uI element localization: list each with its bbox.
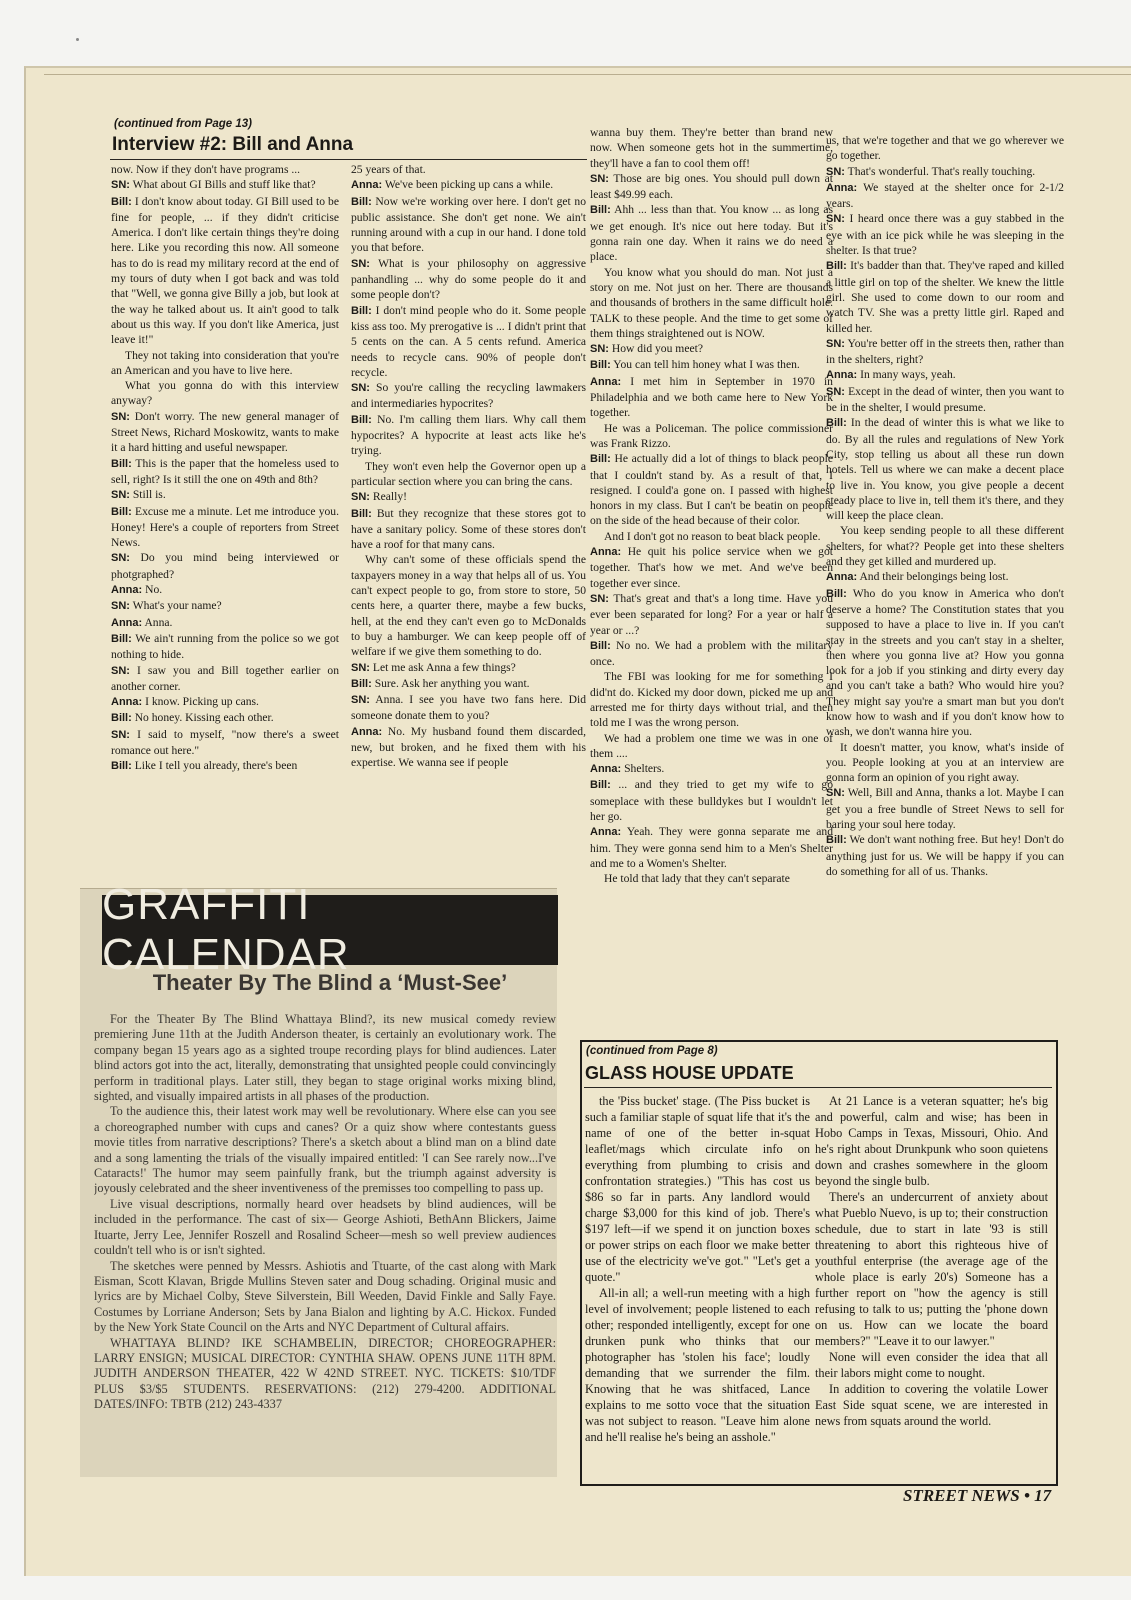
interview-text: No. <box>145 583 163 597</box>
speaker-label: Anna: <box>826 181 858 194</box>
interview-paragraph <box>826 832 1064 879</box>
glass-house-column-1 <box>585 1093 810 1477</box>
scan-speck <box>76 38 79 41</box>
speaker-label: Anna: <box>590 375 622 388</box>
interview-text: I don't know about today. GI Bill used to be fine for people, ... if they didn't criticise America. I don't like certain things they're doing here. Like you recording this now. All someone has to do is read my military record at the end of my tours of duty when I got back and was told that "Well, we gonna give Billy a job, but look at the way he talked about us. It ain't good to talk about us this way. If you don't like America, just leave it!" <box>111 194 339 347</box>
interview-text: This is the paper that the homeless used to sell, right? Is it still the one on 49th and 8th? <box>111 456 339 486</box>
speaker-label: SN: <box>351 491 370 504</box>
graffiti-calendar-banner: GRAFFITI CALENDAR <box>102 895 558 965</box>
speaker-label: Anna: <box>111 584 143 597</box>
interview-text: Shelters. <box>624 762 665 776</box>
graffiti-paragraph: To the audience this, their latest work may well be revolutionary. Where else can you see a choreographed number with cups and canes? Or a quiz show where contestants guess movie titles from narrative descriptions? There's a sketch about a blind man on a blind date and a song lamenting the trials of the visually impaired entitled: 'I can See rarely now...I've Cataracts!' The humor may seem painfully frank, but the triumph against adversity is joyously celebrated and the sheer inventiveness of the premisses too compelling to pass up. <box>94 1104 556 1196</box>
interview-text: Why can't some of these officials spend the taxpayers money in a way that helps all of us. You can't expect people to go, from store to store, 50 cents here, a quarter there, maybe a few bucks, hell, at the end they can't even go to McDonalds to buy a hamburger. We can keep people off of welfare if we give them something to do. <box>351 553 586 659</box>
interview-paragraph <box>590 761 833 777</box>
interview-text: Ahh ... less than that. You know ... as long as we get enough. It's nice out here today. But it's gonna rain one day. When it rains we do need a place. <box>590 203 833 264</box>
speaker-label: Bill: <box>351 507 372 520</box>
speaker-label: SN: <box>111 179 130 192</box>
speaker-label: Anna: <box>111 696 143 709</box>
speaker-label: SN: <box>590 592 609 605</box>
interview-text: wanna buy them. They're better than brand new now. When someone gets hot in the summertime, they'll have a fan to cool them off! <box>590 126 833 170</box>
footer-page-number: 17 <box>1034 1486 1052 1505</box>
interview-text: Who do you know in America who don't deserve a home? The Constitution states that you supposed to have a place to live in. If you can't stay in the streets and you can't stay in a shelter, then where you gonna live at? How you gonna look for a job if you stinking and dirty every day and you can't take a bath? Who would hire you? They might say you're a smart man but you don't know how to wash and if you don't know how to wash, we don't wanna hire you. <box>826 586 1064 739</box>
interview-paragraph <box>111 504 339 551</box>
interview-text: No no. We had a problem with the military once. <box>590 638 833 669</box>
interview-text: It's badder than that. They've raped and killed a little girl on top of the shelter. We knew the little girl. She used to come down to our room and watch TV. She was a pretty little girl. Raped and killed her. <box>826 259 1064 335</box>
speaker-label: Bill: <box>590 453 611 466</box>
interview-paragraph <box>826 586 1064 740</box>
speaker-label: Anna: <box>590 546 622 559</box>
speaker-label: Bill: <box>590 779 611 792</box>
interview-text: What's your name? <box>132 599 222 613</box>
interview-text: I saw you and Bill together earlier on another corner. <box>111 663 339 693</box>
interview-paragraph <box>826 336 1064 368</box>
graffiti-paragraph: WHATTAYA BLIND? IKE SCHAMBELIN, DIRECTOR; CHOREOGRAPHER: LARRY ENSIGN; MUSICAL DIRECTOR: CYNTHIA SHAW. OPENS JUNE 11TH 8PM. JUDITH ANDERSON THEATER, 422 W 42ND STREET. NYC. TICKETS: $10/TDF PLUS $3/$5 STUDENTS. RESERVATIONS: (212) 279-4200. ADDITIONAL DATES/INFO: TBTB (212) 243-4337 <box>94 1335 556 1412</box>
speaker-label: Bill: <box>351 195 372 208</box>
interview-text: Really! <box>372 490 407 504</box>
interview-paragraph <box>590 529 833 544</box>
interview-text: I don't mind people who do it. Some people kiss ass too. My prerogative is ... I didn't print that 5 cents on the can. A 5 cents refund. America needs to recycle cans. 90% of people don't recycle. <box>351 303 586 379</box>
interview-text: Anna. <box>144 615 173 629</box>
interview-paragraph <box>826 740 1064 786</box>
interview-paragraph <box>590 871 833 886</box>
interview-title-rule <box>110 159 587 160</box>
glass-house-paragraph: All-in all; a well-run meeting with a high level of involvement; people listened to each other; responded intelligently, except for one drunken punk who thinks that our photographer has 'stolen his face'; loudly demanding that we surrender the film. Knowing that he was shitfaced, Lance explains to me sotto voce that the situation was not subject to reason. "Leave him alone and he'll realise he's being an asshole." <box>585 1286 810 1444</box>
interview-text: Now we're working over here. I don't get no public assistance. She don't get none. We ain't running around with a cup in our hand. I done told you that before. <box>351 194 586 255</box>
speaker-label: Bill: <box>351 677 372 690</box>
interview-paragraph <box>111 550 339 582</box>
interview-text: No honey. Kissing each other. <box>134 711 274 725</box>
interview-text: And their belongings being lost. <box>859 570 1009 584</box>
interview-paragraph <box>111 456 339 488</box>
interview-paragraph <box>351 459 586 490</box>
interview-text: Those are big ones. You should pull down at least $49.99 each. <box>590 171 833 202</box>
speaker-label: SN: <box>111 489 130 502</box>
interview-column-1 <box>111 162 339 872</box>
interview-text: They won't even help the Governor open up a particular section where you can bring the cans. <box>351 459 586 488</box>
glass-house-title: GLASS HOUSE UPDATE <box>585 1063 794 1083</box>
footer-separator: • <box>1023 1486 1030 1505</box>
interview-text: You're better off in the streets then, rather than in the shelters, right? <box>826 336 1064 367</box>
interview-text: He told that lady that they can't separate <box>604 872 790 886</box>
speaker-label: SN: <box>826 165 845 178</box>
speaker-label: Anna: <box>111 616 143 629</box>
interview-text: us, that we're together and that we go wherever we go together. <box>826 134 1064 163</box>
interview-text: So you're calling the recycling lawmakers and intermediaries hypocrites? <box>351 381 586 411</box>
interview-continued-label: (continued from Page 13) <box>114 118 253 130</box>
interview-paragraph <box>351 692 586 724</box>
glass-house-paragraph: At 21 Lance is a veteran squatter; he's big and powerful, calm and wise; has been in Hobo Camps in Texas, Missouri, Ohio. And he's right about Drunkpunk who soon quietens down and crashes somewhere in the gloom beyond the single bulb. <box>815 1094 1048 1188</box>
interview-text: I know. Picking up cans. <box>145 695 259 709</box>
interview-text: We had a problem one time we was in one of them .... <box>590 731 833 760</box>
speaker-label: Bill: <box>111 195 132 208</box>
interview-paragraph <box>590 451 833 528</box>
graffiti-article-body <box>94 1012 556 1472</box>
interview-paragraph <box>351 660 586 676</box>
interview-text: We've been picking up cans a while. <box>384 178 554 192</box>
interview-paragraph <box>111 710 339 726</box>
interview-paragraph <box>351 506 586 553</box>
interview-text: He quit his police service when we got together. That's how we met. And we've been together ever since. <box>590 545 833 590</box>
interview-text: Except in the dead of winter, then you want to be in the shelter, I would presume. <box>826 384 1064 415</box>
interview-paragraph <box>351 412 586 459</box>
speaker-label: SN: <box>111 600 130 613</box>
interview-paragraph <box>351 256 586 303</box>
graffiti-paragraph: Live visual descriptions, normally heard over headsets by blind audiences, will be included in the performance. The cast of six— George Ashioti, BethAnn Blickers, Jaime Ituarte, Jerry Lee, Jennifer Roszell and Rosalind Scheer—mesh so well preview audiences couldn't tell who is or isn't sighted. <box>94 1196 556 1258</box>
speaker-label: SN: <box>111 728 130 741</box>
interview-paragraph <box>351 162 586 177</box>
glass-house-column-2 <box>815 1093 1048 1477</box>
interview-paragraph <box>351 177 586 193</box>
interview-paragraph <box>590 421 833 452</box>
interview-text: And I don't got no reason to beat black people. <box>604 529 821 543</box>
interview-paragraph <box>111 162 339 177</box>
speaker-label: SN: <box>826 337 845 350</box>
interview-text: I heard once there was a guy stabbed in the eye with an ice pick while he was sleeping in the shelter. Is that true? <box>826 212 1064 258</box>
interview-text: You know what you should do man. Not just a story on me. Not just on her. There are thousands and thousands of brothers in the same difficult hole. TALK to these people. And the time to get some of them things straightened out is NOW. <box>590 265 833 340</box>
interview-text: You can tell him honey what I was then. <box>613 358 800 372</box>
speaker-label: Bill: <box>590 204 611 217</box>
interview-column-4 <box>826 133 1064 1033</box>
interview-paragraph <box>590 341 833 357</box>
interview-text: No. My husband found them discarded, new, but broken, and he fixed them with his expertise. We wanna see if people <box>351 724 586 770</box>
interview-text: What about GI Bills and stuff like that? <box>132 178 316 192</box>
glass-house-title-rule <box>584 1087 1052 1088</box>
speaker-label: Bill: <box>590 359 611 372</box>
interview-text: now. Now if they don't have programs ... <box>111 163 301 176</box>
interview-paragraph <box>826 133 1064 164</box>
page-edge-line <box>44 74 1131 75</box>
interview-text: It doesn't matter, you know, what's inside of you. People looking at you at an interview are gonna form an opinion of you right away. <box>826 740 1064 785</box>
glass-house-paragraph: In addition to covering the volatile Lower East Side squat scene, we are interested in news from squats around the world. <box>815 1382 1048 1428</box>
speaker-label: SN: <box>590 343 609 356</box>
interview-paragraph <box>111 631 339 663</box>
speaker-label: Bill: <box>111 632 132 645</box>
interview-paragraph <box>351 380 586 412</box>
interview-paragraph <box>590 357 833 373</box>
interview-title: Interview #2: Bill and Anna <box>112 134 354 155</box>
speaker-label: Bill: <box>111 505 132 518</box>
glass-house-paragraph: the 'Piss bucket' stage. (The Piss bucket is such a familiar staple of squat life that it's the name of one of the better in-squat leaflet/mags which circulate info on everything from plumbing to crisis and confrontation strategies.) "This has cost us $86 so far in parts. Any landlord would charge $3,000 for this kind of job. There's $197 left—if we spend it on junction boxes or power strips on each floor we make better use of the electricity we've got." "Let's get a quote." <box>585 1094 810 1284</box>
footer-paper-name: STREET NEWS <box>903 1486 1020 1505</box>
interview-paragraph <box>111 694 339 710</box>
interview-paragraph <box>351 489 586 505</box>
interview-text: He was a Policeman. The police commissioner was Frank Rizzo. <box>590 421 833 450</box>
speaker-label: Bill: <box>351 304 372 317</box>
interview-paragraph <box>826 211 1064 258</box>
speaker-label: Anna: <box>826 369 858 382</box>
speaker-label: Bill: <box>111 457 132 470</box>
interview-text: How did you meet? <box>611 342 703 356</box>
speaker-label: Anna: <box>590 826 622 839</box>
interview-paragraph <box>590 591 833 638</box>
interview-text: Like I tell you already, there's been <box>134 759 298 773</box>
interview-paragraph <box>826 415 1064 523</box>
interview-paragraph <box>590 171 833 203</box>
speaker-label: Bill: <box>826 834 847 847</box>
interview-text: What is your philosophy on aggressive panhandling ... why do some people do it and some people don't? <box>351 256 586 302</box>
interview-paragraph <box>590 202 833 264</box>
interview-paragraph <box>111 177 339 193</box>
interview-paragraph <box>826 785 1064 832</box>
graffiti-article-title: Theater By The Blind a ‘Must-See’ <box>152 970 508 995</box>
speaker-label: Bill: <box>111 712 132 725</box>
interview-text: We stayed at the shelter once for 2-1/2 years. <box>826 180 1064 211</box>
speaker-label: SN: <box>351 257 370 270</box>
interview-paragraph <box>111 582 339 598</box>
interview-text: Do you mind being interviewed or photgraphed? <box>111 551 339 581</box>
interview-text: Well, Bill and Anna, thanks a lot. Maybe I can get you a free bundle of Street News to sell for baring your soul here today. <box>826 786 1064 832</box>
speaker-label: SN: <box>590 172 609 185</box>
interview-paragraph <box>111 758 339 774</box>
interview-paragraph <box>826 523 1064 569</box>
page-footer <box>903 1486 1051 1506</box>
interview-paragraph <box>351 552 586 659</box>
speaker-label: Anna: <box>826 571 858 584</box>
interview-paragraph <box>590 777 833 824</box>
glass-house-paragraph: None will even consider the idea that all their labors might come to nought. <box>815 1350 1048 1380</box>
interview-text: But they recognize that these stores got to have a sanitary policy. Some of these stores don't have a roof for that many cans. <box>351 506 586 552</box>
interview-text: ... and they tried to get my wife to go someplace with these bulldykes but I wouldn't let her go. <box>590 778 833 824</box>
graffiti-paragraph: The sketches were penned by Messrs. Ashiotis and Ttuarte, of the cast along with Mark Eisman, Scott Klavan, Brigde Mullins Steven sater and Doug schading. Original music and lyrics are by Michael Colby, Steve Silverstein, Bill Weeden, David Finkle and Sally Faye. Costumes by Lorriane Anderson; Sets by Jana Bialon and lighting by A.C. Hickox. Funded by the New York State Council on the Arts and NYC Department of Cultural affairs. <box>94 1258 556 1335</box>
interview-paragraph <box>826 367 1064 383</box>
interview-text: That's wonderful. That's really touching. <box>847 164 1036 178</box>
interview-paragraph <box>590 638 833 670</box>
interview-paragraph <box>351 676 586 692</box>
interview-text: That's great and that's a long time. Have you ever been separated for long? For a year or half a year or ...? <box>590 591 833 637</box>
interview-text: In the dead of winter this is what we like to do. By all the rules and regulations of New York City, stop telling us about all these run down hotels. Tell us where we can make a decent place to live in. You know, you give people a decent steady place to live in, tell them it's there, and they will keep the place clean. <box>826 416 1064 523</box>
speaker-label: Bill: <box>351 413 372 426</box>
speaker-label: SN: <box>826 385 845 398</box>
interview-text: He actually did a lot of things to black people that I couldn't stand by. As a result of that, I resigned. I could'a gone on. I passed with highest honors in my class. But I can't be beatin on people on the side of the head because of their color. <box>590 452 833 528</box>
glass-house-paragraph: There's an undercurrent of anxiety about what Pueblo Nuevo, is up to; their construction schedule, due to start in late '93 is still threatening to abort this righteous hive of youthful enterprise (the average age of the whole place is early 20's) Someone has a further report on "how the agency is still refusing to talk to us; putting the 'phone down on us. How can we locate the board members?" "Leave it to our lawyer." <box>815 1190 1048 1348</box>
interview-text: The FBI was looking for me for something I did'nt do. Kicked my door down, picked me up and arrested me for thirty days without trial, and then told me I was the wrong person. <box>590 670 833 730</box>
interview-paragraph <box>826 258 1064 335</box>
interview-text: Still is. <box>132 488 166 502</box>
interview-text: Let me ask Anna a few things? <box>372 660 516 674</box>
speaker-label: Bill: <box>826 260 847 273</box>
interview-paragraph <box>111 348 339 379</box>
speaker-label: SN: <box>111 410 130 423</box>
interview-paragraph <box>590 544 833 591</box>
speaker-label: SN: <box>351 694 370 707</box>
interview-paragraph <box>111 409 339 456</box>
interview-text: What you gonna do with this interview anyway? <box>111 379 339 408</box>
interview-text: You keep sending people to all these different shelters, for what?? People get into these shelters and they get killed and murdered up. <box>826 524 1064 569</box>
interview-text: Anna. I see you have two fans here. Did someone donate them to you? <box>351 693 586 723</box>
interview-text: We don't want nothing free. But hey! Don't do anything just for us. We will be happy if you can do something for all of us. Thanks. <box>826 833 1064 878</box>
interview-paragraph <box>590 265 833 341</box>
interview-text: 25 years of that. <box>351 163 426 176</box>
interview-text: We ain't running from the police so we got nothing to hide. <box>111 631 339 662</box>
speaker-label: Bill: <box>111 760 132 773</box>
interview-paragraph <box>351 303 586 380</box>
interview-text: Yeah. They were gonna separate me and him. They were gonna send him to a Men's Shelter and me to a Women's Shelter. <box>590 825 833 870</box>
speaker-label: SN: <box>111 552 130 565</box>
speaker-label: SN: <box>826 213 845 226</box>
graffiti-paragraph: For the Theater By The Blind Whattaya Blind?, its new musical comedy review premiering June 11th at the Judith Anderson theater, is certainly an evolutionary work. The company began 15 years ago as a sighted troupe recording plays for blind audiences. Later blind actors got into the act, literally, demonstrating that unsighted people could convincingly perform in traditional plays. Later still, they began to stage original works mixing blind, sighted, and visually impaired artists in all phases of the production. <box>94 1012 556 1104</box>
interview-text: No. I'm calling them liars. Why call them hypocrites? A hypocrite at least acts like he's trying. <box>351 412 586 458</box>
interview-paragraph <box>351 194 586 256</box>
interview-text: Excuse me a minute. Let me introduce you. Honey! Here's a couple of reporters from Street News. <box>111 504 339 550</box>
interview-paragraph <box>590 374 833 421</box>
interview-paragraph <box>351 724 586 771</box>
interview-text: They not taking into consideration that you're an American and you have to live here. <box>111 348 339 377</box>
interview-paragraph <box>826 164 1064 180</box>
speaker-label: Anna: <box>351 725 383 738</box>
interview-paragraph <box>111 487 339 503</box>
speaker-label: SN: <box>351 382 370 395</box>
glass-house-continued-label: (continued from Page 8) <box>586 1045 718 1057</box>
interview-paragraph <box>111 194 339 348</box>
speaker-label: Anna: <box>590 763 622 776</box>
interview-text: I met him in September in 1970 in Philadelphia and we both came here to New York together. <box>590 374 833 420</box>
interview-paragraph <box>111 615 339 631</box>
interview-paragraph <box>826 569 1064 585</box>
interview-paragraph <box>590 669 833 730</box>
speaker-label: Bill: <box>590 639 611 652</box>
interview-paragraph <box>111 663 339 695</box>
speaker-label: Bill: <box>826 417 847 430</box>
interview-paragraph <box>111 598 339 614</box>
interview-column-3 <box>590 125 833 1025</box>
speaker-label: SN: <box>826 787 845 800</box>
interview-text: I said to myself, "now there's a sweet romance out here." <box>111 727 339 757</box>
interview-column-2 <box>351 162 586 872</box>
speaker-label: SN: <box>351 661 370 674</box>
interview-paragraph <box>111 378 339 409</box>
interview-paragraph <box>826 180 1064 212</box>
speaker-label: SN: <box>111 664 130 677</box>
interview-text: Sure. Ask her anything you want. <box>374 676 530 690</box>
interview-text: In many ways, yeah. <box>860 368 956 382</box>
interview-paragraph <box>590 125 833 171</box>
speaker-label: Anna: <box>351 179 383 192</box>
interview-paragraph <box>590 731 833 762</box>
speaker-label: Bill: <box>826 587 847 600</box>
interview-paragraph <box>111 727 339 759</box>
interview-paragraph <box>590 824 833 871</box>
interview-paragraph <box>826 384 1064 416</box>
interview-text: Don't worry. The new general manager of Street News, Richard Moskowitz, wants to make it a hard hitting and useful newspaper. <box>111 409 339 455</box>
